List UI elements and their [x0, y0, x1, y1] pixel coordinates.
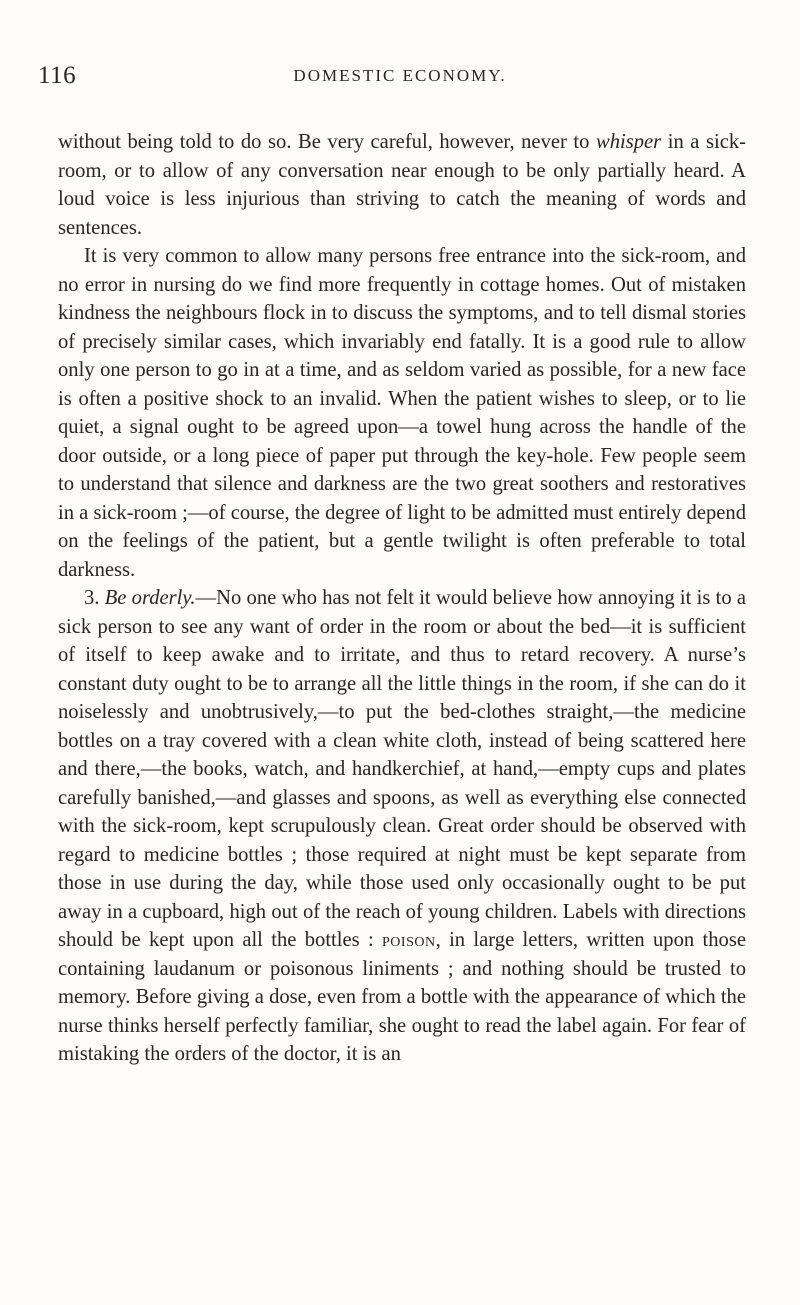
running-title: DOMESTIC ECONOMY.	[293, 66, 507, 85]
section-number: 3.	[84, 587, 105, 609]
paragraph-3	[58, 584, 746, 1069]
poison-label-word: poison	[382, 929, 436, 951]
emphasis-whisper: whisper	[595, 131, 662, 153]
section-heading-be-orderly: Be orderly.	[104, 587, 196, 609]
paragraph-1-text-b: in a sick-room, or to allow of any conversation near enough to be only partially heard. A loud voice is less injurious than striving to catch the meaning of words and sentences.	[58, 131, 746, 239]
paragraph-1-text-a: without being told to do so. Be very careful, however, never to	[58, 131, 596, 153]
paragraph-2: It is very common to allow many persons free entrance into the sick-room, and no error in nursing do we find more frequently in cottage homes. Out of mistaken kindness the neighbours flock in to discuss the symptoms, and to tell dismal stories of precisely similar cases, which invariably end fatally. It is a good rule to allow only one person to go in at a time, and as seldom varied as possible, for a new face is often a positive shock to an invalid. When the patient wishes to sleep, or to lie quiet, a signal ought to be agreed upon—a towel hung across the handle of the door outside, or a long piece of paper put through the key-hole. Few people seem to understand that silence and darkness are the two great soothers and restoratives in a sick-room ;—of course, the degree of light to be admitted must entirely depend on the feelings of the patient, but a gentle twilight is often preferable to total darkness.	[58, 245, 746, 581]
paragraph-1	[58, 128, 746, 242]
page-number: 116	[38, 62, 77, 89]
body-text	[58, 128, 746, 1069]
paragraph-3-text-b: , in large letters, written upon those containing laudanum or poisonous liniments ; and nothing should be trusted to memory. Before giving a dose, even from a bottle with the appearance of which the nurse thinks herself perfectly familiar, she ought to read the label again. For fear of mistaking the orders of the doctor, it is an	[58, 929, 746, 1065]
running-head	[38, 62, 762, 92]
paragraph-3-text-a: —No one who has not felt it would believe how annoying it is to a sick person to see any want of order in the room or about the bed—it is sufficient of itself to keep awake and to irritate, and thus to retard recovery. A nurse’s constant duty ought to be to arrange all the little things in the room, if she can do it noiselessly and unobtrusively,—to put the bed-clothes straight,—the medicine bottles on a tray covered with a clean white cloth, instead of being scattered here and there,—the books, watch, and handkerchief, at hand,—empty cups and plates carefully banished,—and glasses and spoons, as well as everything else connected with the sick-room, kept scrupulously clean. Great order should be observed with regard to medicine bottles ; those required at night must be kept separate from those in use during the day, while those used only occasionally ought to be put away in a cupboard, high out of the reach of young children. Labels with directions should be kept upon all the bottles :	[58, 587, 746, 951]
